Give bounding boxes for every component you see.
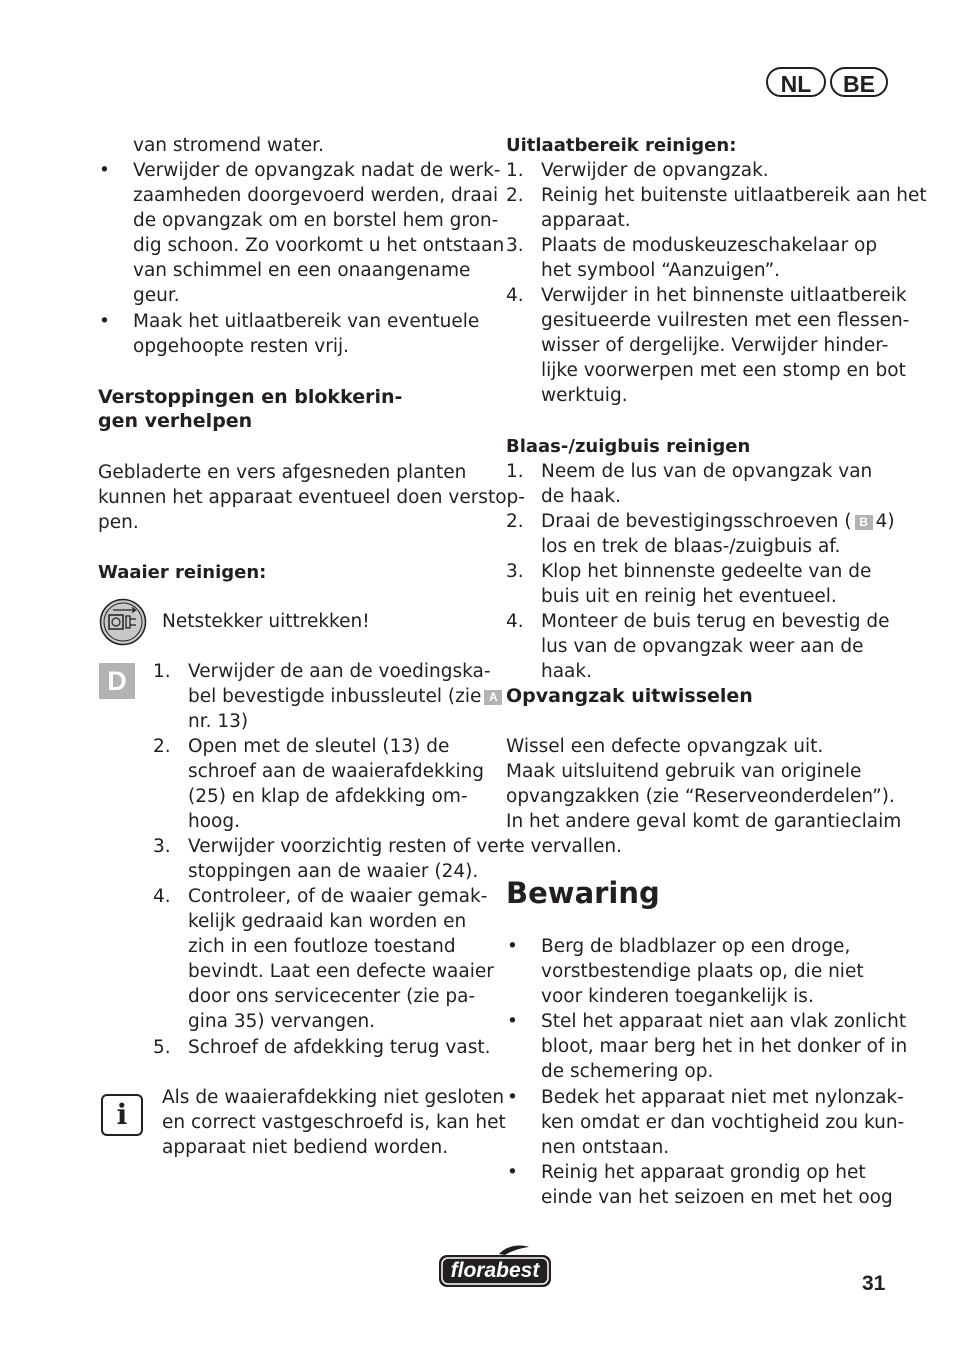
step-item: Verwijder in het binnenste uitlaatbereik gesitueerde vuilresten met een flessen- wisser of dergelijke. Verwijder hinder- lijke voorwerpen met een stomp en bot werktuig.	[541, 285, 910, 406]
bullet-marker: •	[507, 1162, 518, 1183]
step-item: Open met de sleutel (13) de schroef aan de waaierafdekking (25) en klap de afdekking om- hoog.	[188, 736, 485, 832]
uitlaat-heading: Uitlaatbereik reinigen:	[506, 135, 737, 156]
step-number: 4.	[506, 611, 524, 632]
step-number: 3.	[153, 836, 171, 857]
unplug-icon	[99, 598, 147, 646]
step-item: Verwijder de opvangzak.	[541, 160, 769, 181]
unplug-text: Netstekker uittrekken!	[162, 611, 370, 632]
step-item: Plaats de moduskeuzeschakelaar op het symbool “Aanzuigen”.	[541, 235, 878, 281]
opvangzak-text: Wissel een defecte opvangzak uit. Maak uitsluitend gebruik van originele opvangzakken (zie “Reserveonderdelen”). In het andere geval komt de garantieclaim te vervallen.	[506, 736, 902, 857]
step-item: Neem de lus van de opvangzak van de haak.	[541, 461, 873, 507]
bullet-item: Verwijder de opvangzak nadat de werk- zaamheden doorgevoerd werden, draai de opvangzak om en borstel hem gron- dig schoon. Zo voorkomt u het ontstaan van schimmel en een onaangename geur.	[133, 160, 505, 306]
figure-d-badge: D	[99, 663, 135, 699]
bewaring-heading: Bewaring	[506, 876, 660, 910]
section-text-verstoppingen: Gebladerte en vers afgesneden planten kunnen het apparaat eventueel doen verstop- pen.	[98, 462, 525, 533]
opvangzak-heading: Opvangzak uitwisselen	[506, 685, 753, 707]
waaier-heading: Waaier reinigen:	[98, 562, 267, 583]
florabest-logo	[437, 1243, 553, 1289]
step-number: 3.	[506, 235, 524, 256]
step-item: Reinig het buitenste uitlaatbereik aan het apparaat.	[541, 185, 927, 231]
step-number: 2.	[153, 736, 171, 757]
bullet-item: Berg de bladblazer op een droge, vorstbestendige plaats op, die niet voor kinderen toegankelijk is.	[541, 936, 864, 1007]
bullet-item: Stel het apparaat niet aan vlak zonlicht bloot, maar berg het in het donker of in de schemering op.	[541, 1011, 908, 1082]
bullet-marker: •	[507, 936, 518, 957]
step-item: Monteer de buis terug en bevestig de lus van de opvangzak weer aan de haak.	[541, 611, 890, 682]
step-item: Schroef de afdekking terug vast.	[188, 1037, 491, 1058]
step-item: Verwijder voorzichtig resten of ver- stoppingen aan de waaier (24).	[188, 836, 512, 882]
step-number: 3.	[506, 561, 524, 582]
figure-a-badge: A	[484, 690, 502, 705]
language-badge-nl: NL	[766, 67, 826, 97]
step-item: Controleer, of de waaier gemak- kelijk gedraaid kan worden en zich in een foutloze toestand bevindt. Laat een defecte waaier door ons servicecenter (zie pa- gina 35) vervangen.	[188, 886, 494, 1032]
blaas-heading: Blaas-/zuigbuis reinigen	[506, 436, 751, 457]
figure-b-badge: B	[855, 515, 873, 530]
step-number: 4.	[506, 285, 524, 306]
step-number: 4.	[153, 886, 171, 907]
step-item: Verwijder de aan de voedingska- bel bevestigde inbussleutel (zie A nr. 13)	[188, 659, 505, 734]
bullet-marker: •	[99, 311, 110, 332]
info-text: Als de waaierafdekking niet gesloten en correct vastgeschroefd is, kan het apparaat niet bediend worden.	[162, 1087, 506, 1158]
page-number: 31	[862, 1272, 886, 1295]
language-badge-be: BE	[830, 67, 888, 97]
step-number: 2.	[506, 511, 524, 532]
section-heading-verstoppingen: Verstoppingen en blokkerin- gen verhelpen	[98, 386, 403, 432]
step-number: 1.	[153, 661, 171, 682]
logo-text: florabest	[450, 1259, 540, 1282]
bullet-marker: •	[507, 1011, 518, 1032]
step-number: 5.	[153, 1037, 171, 1058]
step-number: 1.	[506, 160, 524, 181]
step-item: Klop het binnenste gedeelte van de buis uit en reinig het eventueel.	[541, 561, 872, 607]
info-icon: i	[101, 1094, 143, 1136]
step-number: 2.	[506, 185, 524, 206]
bullet-item: Bedek het apparaat niet met nylonzak- ken omdat er dan vochtigheid zou kun- nen ontstaan.	[541, 1087, 905, 1158]
bullet-item: Maak het uitlaatbereik van eventuele opgehoopte resten vrij.	[133, 311, 480, 357]
step-item: Draai de bevestigingsschroeven ( B 4) los en trek de blaas-/zuigbuis af.	[541, 511, 895, 557]
bullet-marker: •	[507, 1087, 518, 1108]
step-number: 1.	[506, 461, 524, 482]
bullet-item: Reinig het apparaat grondig op het einde van het seizoen en met het oog	[541, 1162, 893, 1208]
intro-line: van stromend water.	[133, 135, 324, 156]
bullet-marker: •	[99, 160, 110, 181]
